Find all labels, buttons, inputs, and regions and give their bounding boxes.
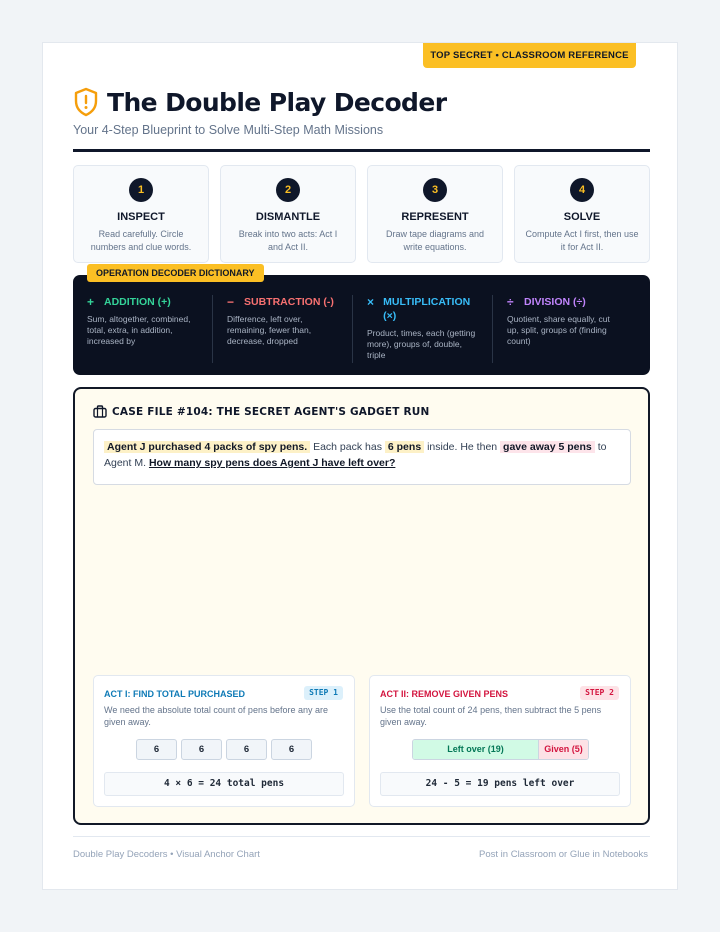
problem-question: How many spy pens does Agent J have left over? [148, 457, 396, 469]
clue-gave-away: gave away 5 pens [500, 441, 595, 453]
left-over-segment: Left over (19) [413, 740, 538, 759]
equation: 24 - 5 = 19 pens left over [380, 772, 620, 796]
problem-text: inside. He then [427, 441, 498, 453]
header-divider [73, 149, 650, 152]
problem-text: Each pack has [313, 441, 382, 453]
clue-each-pack: 6 pens [385, 441, 424, 453]
top-secret-tag: TOP SECRET • CLASSROOM REFERENCE [423, 43, 636, 68]
footer-left: Double Play Decoders • Visual Anchor Chart [73, 849, 260, 860]
step-description: Break into two acts: Act I and Act II. [238, 229, 338, 252]
divide-icon: ÷ [507, 295, 514, 309]
op-description: Product, times, each (getting more), groups of, double, triple [367, 328, 476, 360]
act-description: Use the total count of 24 pens, then subtract the 5 pens given away. [380, 705, 602, 727]
equation: 4 × 6 = 24 total pens [104, 772, 344, 796]
given-segment: Given (5) [538, 740, 588, 759]
act-two-card [369, 675, 631, 807]
step-title: REPRESENT [401, 211, 469, 223]
case-header [93, 405, 429, 418]
act-title: ACT II: REMOVE GIVEN PENS [380, 689, 509, 699]
step-number: 3 [423, 178, 447, 202]
step-number: 1 [129, 178, 153, 202]
act-title: ACT I: FIND TOTAL PURCHASED [104, 689, 245, 699]
op-title: MULTIPLICATION (×) [383, 296, 471, 322]
clue-purchased: Agent J purchased 4 packs of spy pens. [104, 441, 310, 453]
case-title: CASE FILE #104: THE SECRET AGENT'S GADGET RUN [112, 405, 430, 418]
step-card-dismantle [220, 165, 356, 263]
pack-box: 6 [271, 739, 312, 760]
briefcase-icon [93, 405, 107, 418]
tape-diagram-packs [136, 739, 316, 760]
steps-row [73, 165, 650, 263]
op-subtraction [213, 295, 353, 363]
operation-dictionary [73, 268, 650, 375]
step-description: Draw tape diagrams and write equations. [385, 229, 485, 252]
step-badge: STEP 1 [304, 686, 343, 700]
anchor-chart-page [42, 42, 678, 890]
pack-box: 6 [136, 739, 177, 760]
step-title: DISMANTLE [255, 211, 321, 223]
footer-right: Post in Classroom or Glue in Notebooks [479, 849, 648, 860]
op-addition [73, 295, 213, 363]
step-title: INSPECT [117, 211, 165, 223]
op-title-row [87, 295, 198, 309]
op-title-row [227, 295, 338, 309]
times-icon: × [367, 295, 375, 309]
step-description: Compute Act I first, then use it for Act II. [525, 229, 639, 252]
op-description: Sum, altogether, combined, total, extra, in addition, increased by [87, 314, 191, 346]
step-number: 2 [276, 178, 300, 202]
step-number: 4 [570, 178, 594, 202]
step-card-solve [514, 165, 650, 263]
plus-icon: + [87, 295, 95, 309]
shield-alert-icon [73, 87, 99, 117]
page-subtitle: Your 4-Step Blueprint to Solve Multi-Step Math Missions [73, 123, 384, 137]
word-problem [93, 429, 631, 485]
op-division [493, 295, 633, 363]
page-title: The Double Play Decoder [107, 87, 447, 117]
op-description: Difference, left over, remaining, fewer than, decrease, dropped [227, 314, 312, 346]
op-title: SUBTRACTION (-) [244, 296, 334, 308]
act-description: We need the absolute total count of pens before any are given away. [104, 705, 328, 727]
footer-divider [73, 836, 650, 837]
act-one-card [93, 675, 355, 807]
op-title: DIVISION (÷) [524, 296, 586, 308]
op-description: Quotient, share equally, cut up, split, groups of (finding count) [507, 314, 610, 346]
step-card-represent [367, 165, 503, 263]
minus-icon: − [227, 295, 235, 309]
op-title-row [367, 295, 478, 323]
step-title: SOLVE [563, 211, 601, 223]
pack-box: 6 [226, 739, 267, 760]
step-badge: STEP 2 [580, 686, 619, 700]
problem-text: to Agent M. [104, 441, 607, 469]
op-title-row [507, 295, 619, 309]
pack-box: 6 [181, 739, 222, 760]
step-description: Read carefully. Circle numbers and clue words. [90, 229, 192, 252]
step-card-inspect [73, 165, 209, 263]
op-multiplication [353, 295, 493, 363]
dictionary-label: OPERATION DECODER DICTIONARY [87, 264, 264, 282]
case-file-panel [73, 387, 650, 825]
tape-diagram-remainder [412, 739, 589, 760]
op-title: ADDITION (+) [104, 296, 171, 308]
title-row [73, 87, 446, 117]
operations-row [73, 295, 650, 363]
